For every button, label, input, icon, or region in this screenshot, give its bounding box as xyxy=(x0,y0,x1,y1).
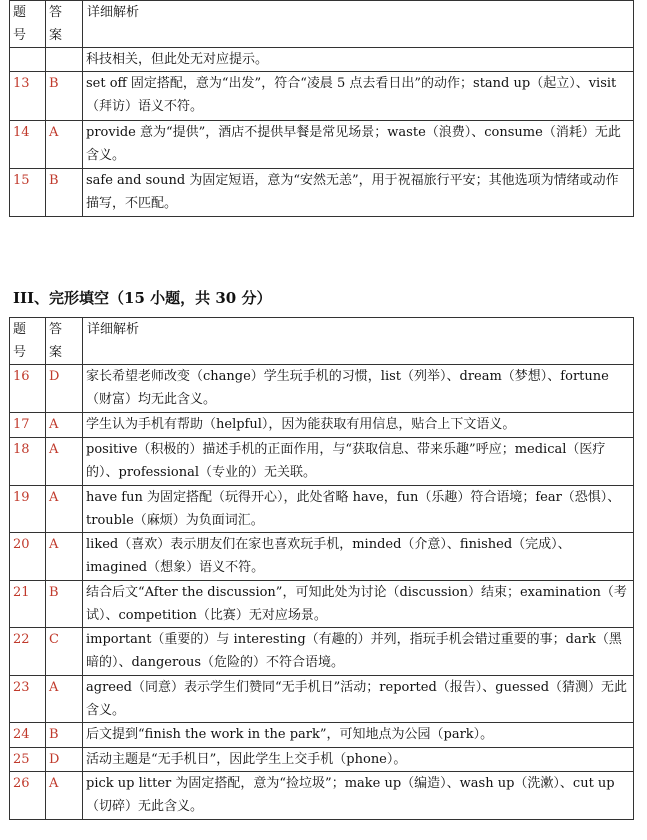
table-row xyxy=(10,533,634,581)
question-number: 15 xyxy=(10,169,46,217)
explanation-cell: 结合后文“After the discussion”，可知此处为讨论（discussion）结束；examination（考试）、competition（比赛）无对应场景。 xyxy=(83,581,634,628)
header-answer: 答 案 xyxy=(46,318,83,365)
question-number: 23 xyxy=(10,676,46,723)
answer-letter: A xyxy=(46,413,83,438)
table-row xyxy=(10,121,634,169)
question-number: 20 xyxy=(10,533,46,581)
answer-letter: B xyxy=(46,169,83,217)
table-row xyxy=(10,72,634,121)
answer-table-vocabulary xyxy=(9,0,634,217)
question-number: 13 xyxy=(10,72,46,121)
explanation-cell: 后文提到“finish the work in the park”，可知地点为公园（park）。 xyxy=(83,723,634,748)
explanation-cell: agreed（同意）表示学生们赞同“无手机日”活动；reported（报告）、guessed（猜测）无此含义。 xyxy=(83,676,634,723)
table-row xyxy=(10,628,634,676)
explanation-cell: set off 固定搭配，意为“出发”，符合“凌晨 5 点去看日出”的动作；stand up（起立）、visit（拜访）语义不符。 xyxy=(83,72,634,121)
answer-letter: A xyxy=(46,772,83,820)
question-number: 22 xyxy=(10,628,46,676)
header-question-number: 题 号 xyxy=(10,1,46,48)
question-number: 18 xyxy=(10,438,46,486)
explanation-cell: 家长希望老师改变（change）学生玩手机的习惯，list（列举）、dream（梦想）、fortune（财富）均无此含义。 xyxy=(83,365,634,413)
answer-letter: A xyxy=(46,121,83,169)
header-question-number: 题 号 xyxy=(10,318,46,365)
answer-letter: B xyxy=(46,72,83,121)
header-explanation: 详细解析 xyxy=(83,1,634,48)
answer-letter: D xyxy=(46,365,83,413)
answer-letter: A xyxy=(46,438,83,486)
table-row xyxy=(10,486,634,533)
answer-letter: A xyxy=(46,533,83,581)
table-row xyxy=(10,169,634,217)
question-number: 25 xyxy=(10,748,46,772)
table-row xyxy=(10,676,634,723)
section-title-cloze: III、完形填空（15 小题，共 30 分） xyxy=(13,289,272,307)
table-row xyxy=(10,723,634,748)
table-header-row xyxy=(10,1,634,48)
question-number: 16 xyxy=(10,365,46,413)
explanation-cell: 学生认为手机有帮助（helpful），因为能获取有用信息，贴合上下文语义。 xyxy=(83,413,634,438)
table-row xyxy=(10,748,634,772)
table-row xyxy=(10,365,634,413)
question-number: 24 xyxy=(10,723,46,748)
explanation-cell: 活动主题是“无手机日”，因此学生上交手机（phone）。 xyxy=(83,748,634,772)
header-answer: 答 案 xyxy=(46,1,83,48)
explanation-cell: positive（积极的）描述手机的正面作用，与“获取信息、带来乐趣”呼应；medical（医疗的）、professional（专业的）无关联。 xyxy=(83,438,634,486)
table-row-continuation xyxy=(10,48,634,72)
question-number: 19 xyxy=(10,486,46,533)
explanation-cell: 科技相关，但此处无对应提示。 xyxy=(83,48,634,72)
answer-letter: B xyxy=(46,723,83,748)
question-number: 21 xyxy=(10,581,46,628)
table-row xyxy=(10,772,634,820)
explanation-cell: provide 意为“提供”，酒店不提供早餐是常见场景；waste（浪费）、consume（消耗）无此含义。 xyxy=(83,121,634,169)
explanation-cell: pick up litter 为固定搭配，意为“捡垃圾”；make up（编造）、wash up（洗漱）、cut up（切碎）无此含义。 xyxy=(83,772,634,820)
answer-letter: D xyxy=(46,748,83,772)
answer-letter: A xyxy=(46,486,83,533)
answer-letter: A xyxy=(46,676,83,723)
answer-table-cloze xyxy=(9,317,634,820)
question-number: 17 xyxy=(10,413,46,438)
table-row xyxy=(10,413,634,438)
explanation-cell: liked（喜欢）表示朋友们在家也喜欢玩手机，minded（介意）、finished（完成）、imagined（想象）语义不符。 xyxy=(83,533,634,581)
explanation-cell: important（重要的）与 interesting（有趣的）并列，指玩手机会错过重要的事；dark（黑暗的）、dangerous（危险的）不符合语境。 xyxy=(83,628,634,676)
header-explanation: 详细解析 xyxy=(83,318,634,365)
question-number: 26 xyxy=(10,772,46,820)
question-number: 14 xyxy=(10,121,46,169)
table-header-row xyxy=(10,318,634,365)
table-row xyxy=(10,581,634,628)
table-row xyxy=(10,438,634,486)
answer-letter: B xyxy=(46,581,83,628)
explanation-cell: have fun 为固定搭配（玩得开心），此处省略 have，fun（乐趣）符合语境；fear（恐惧）、trouble（麻烦）为负面词汇。 xyxy=(83,486,634,533)
explanation-cell: safe and sound 为固定短语，意为“安然无恙”，用于祝福旅行平安；其他选项为情绪或动作描写，不匹配。 xyxy=(83,169,634,217)
answer-letter: C xyxy=(46,628,83,676)
